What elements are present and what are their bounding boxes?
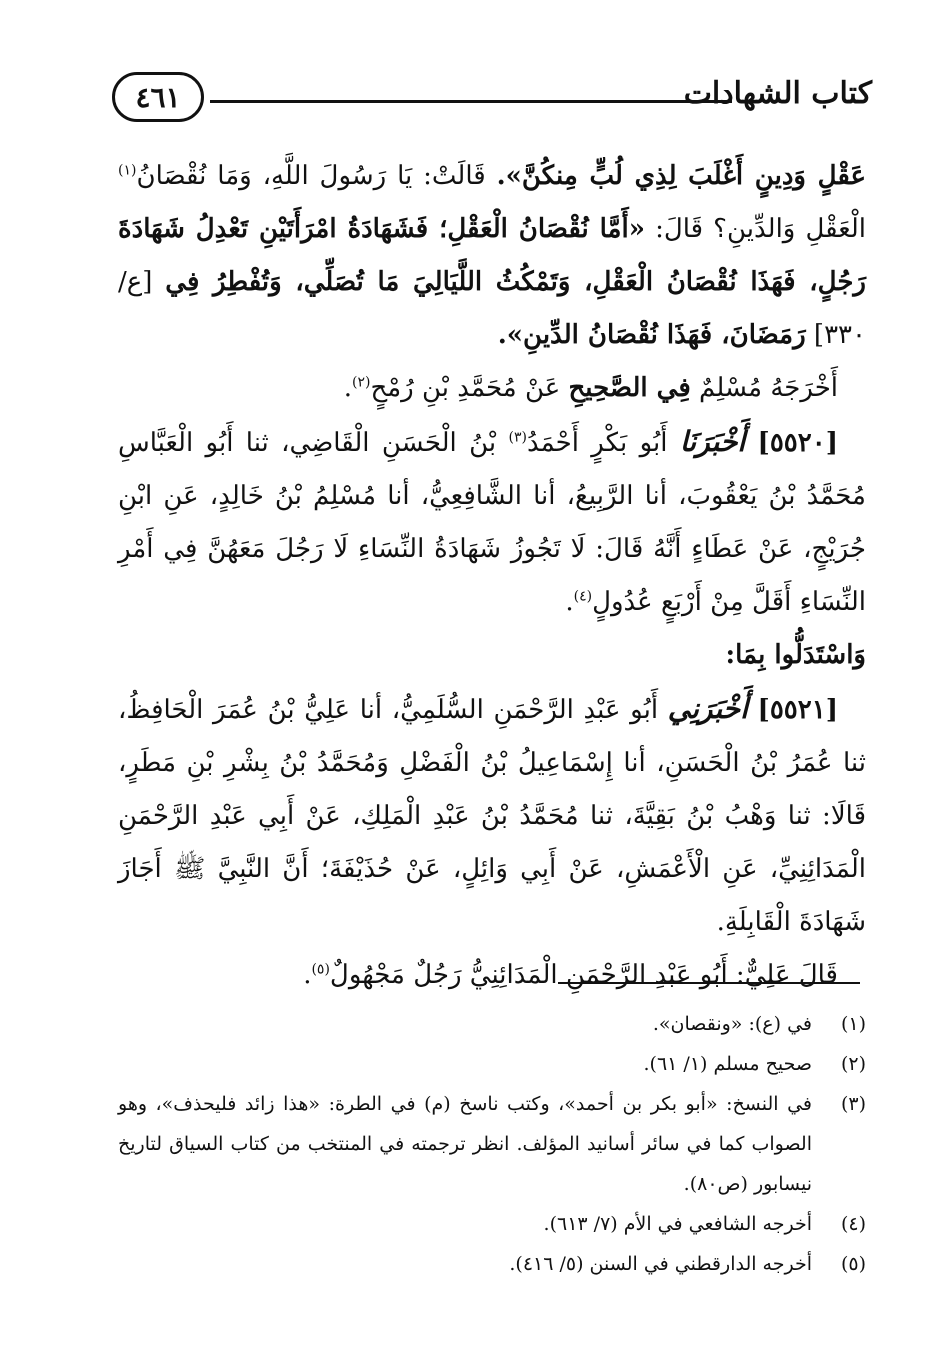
text-bold: فِي الصَّحِيحِ [568, 373, 691, 403]
text-bold: «أَمَّا نُقْصَانُ الْعَقْلِ؛ فَشَهَادَةُ امْرَأَتَيْنِ تَعْدِلُ شَهَادَةَ رَجُلٍ، فَهَذَا نُقْصَانُ الْعَقْلِ، وَتَمْكُثُ اللَّيَالِيَ مَا تُصَلِّي، وَتُفْطِرُ فِي [118, 214, 866, 297]
text: أَبُو عَبْدِ الرَّحْمَنِ السُّلَمِيُّ، أنا عَلِيُّ بْنُ عُمَرَ الْحَافِظُ، ثنا عُمَرُ بْنُ الْحَسَنِ، أنا إِسْمَاعِيلُ بْنُ الْفَضْلِ وَمُحَمَّدُ بْنُ بِشْرِ بْنِ مَطَرٍ، قَالَا: ثنا وَهْبُ بْنُ بَقِيَّةَ، ثنا مُحَمَّدُ بْنُ عَبْدِ الْمَلِكِ، عَنْ أَبِي عَبْدِ الرَّحْمَنِ الْمَدَائِنِيِّ، عَنِ الْأَعْمَشِ، عَنْ أَبِي وَائِلٍ، عَنْ حُذَيْفَةَ؛ أَنَّ النَّبِيَّ ﷺ أَجَازَ شَهَادَةَ الْقَابِلَةِ. [118, 695, 866, 937]
footnote-text: أخرجه الشافعي في الأم (٧/ ٦١٣). [543, 1213, 812, 1235]
body-text [118, 150, 866, 1002]
footnote-marker: (٥) [311, 961, 330, 978]
footnote [118, 1084, 866, 1204]
footnote-marker: (٤) [573, 588, 593, 605]
footnote [118, 1044, 866, 1084]
footnote-number: (٣) [840, 1093, 866, 1115]
page-header [112, 70, 872, 134]
section-heading: وَاسْتَدَلُّوا بِمَا: [725, 640, 866, 670]
footnote-text: في النسخ: «أبو بكر بن أحمد»، وكتب ناسخ (م) في الطرة: «هذا زائد فليحذف»، وهو الصواب كما في سائر أسانيد المؤلف. انظر ترجمته في المنتخب من كتاب السياق لتاريخ نيسابور (ص٨٠). [118, 1093, 813, 1195]
footnote-separator [558, 982, 860, 984]
paragraph-ali-comment [118, 949, 866, 1002]
footnote-text: في (ع): «ونقصان». [652, 1013, 812, 1035]
text: . [565, 587, 574, 617]
footnote [118, 1204, 866, 1244]
text: الْعَقْلِ وَالدِّينِ؟ قَالَ: [644, 214, 866, 244]
footnote-number: (٢) [840, 1053, 866, 1075]
footnote [118, 1004, 866, 1044]
footnote-marker: (٢) [352, 374, 371, 391]
text: عَنْ مُحَمَّدِ بْنِ رُمْحٍ [370, 373, 569, 403]
footnote-marker: (٣) [508, 429, 527, 446]
footnote-number: (٥) [840, 1253, 866, 1275]
footnote-marker: (١) [118, 162, 137, 179]
footnotes [118, 1004, 866, 1284]
text: . [343, 373, 352, 403]
transmission-keyword: أَخْبَرَنَا [679, 425, 746, 458]
footnote-text: أخرجه الدارقطني في السنن (٥/ ٤١٦). [509, 1253, 812, 1275]
text-bold: عَقْلٍ وَدِينٍ أَغْلَبَ لِذِي لُبٍّ مِنكُنَّ». [496, 161, 866, 191]
footnote [118, 1244, 866, 1284]
footnote-text: صحيح مسلم (١/ ٦١). [643, 1053, 812, 1075]
text: قَالَتْ: يَا رَسُولَ اللَّهِ، وَمَا نُقْصَانُ [136, 161, 497, 191]
page-number: ٤٦١ [112, 72, 204, 122]
text: بْنُ الْحَسَنِ الْقَاضِي، ثنا أَبُو الْعَبَّاسِ مُحَمَّدُ بْنُ يَعْقُوبَ، أنا الرَّبِيعُ، أنا الشَّافِعِيُّ، أنا مُسْلِمُ بْنُ خَالِدٍ، عَنِ ابْنِ جُرَيْجٍ، عَنْ عَطَاءٍ أَنَّهُ قَالَ: لَا تَجُوزُ شَهَادَةُ النِّسَاءِ لَا رَجُلَ مَعَهُنَّ فِي أَمْرِ النِّسَاءِ أَقَلَّ مِنْ أَرْبَعٍ عُدُولٍ [118, 428, 866, 617]
text: . [303, 960, 312, 990]
paragraph-5520 [118, 415, 866, 629]
book-title: كتاب الشهادات [683, 76, 872, 111]
text: [ع/ ٣٣٠] [118, 267, 866, 350]
footnote-number: (١) [840, 1013, 866, 1035]
footnote-number: (٤) [840, 1213, 866, 1235]
paragraph-5521 [118, 682, 866, 949]
text: أَبُو بَكْرٍ أَحْمَدُ [526, 428, 680, 458]
hadith-number: [٥٥٢١] [757, 695, 839, 725]
paragraph-takhrij [118, 362, 866, 415]
transmission-keyword: أَخْبَرَنِي [667, 692, 748, 725]
paragraph-hadith-end [118, 150, 866, 362]
text: قَالَ عَلِيٌّ: أَبُو عَبْدِ الرَّحْمَنِ الْمَدَائِنِيُّ رَجُلٌ مَجْهُولٌ [329, 960, 838, 990]
text: أَخْرَجَهُ مُسْلِمٌ [690, 373, 838, 403]
header-rule [210, 100, 732, 103]
text-bold: رَمَضَانَ، فَهَذَا نُقْصَانُ الدِّينِ». [497, 320, 806, 350]
hadith-number: [٥٥٢٠] [757, 428, 839, 458]
